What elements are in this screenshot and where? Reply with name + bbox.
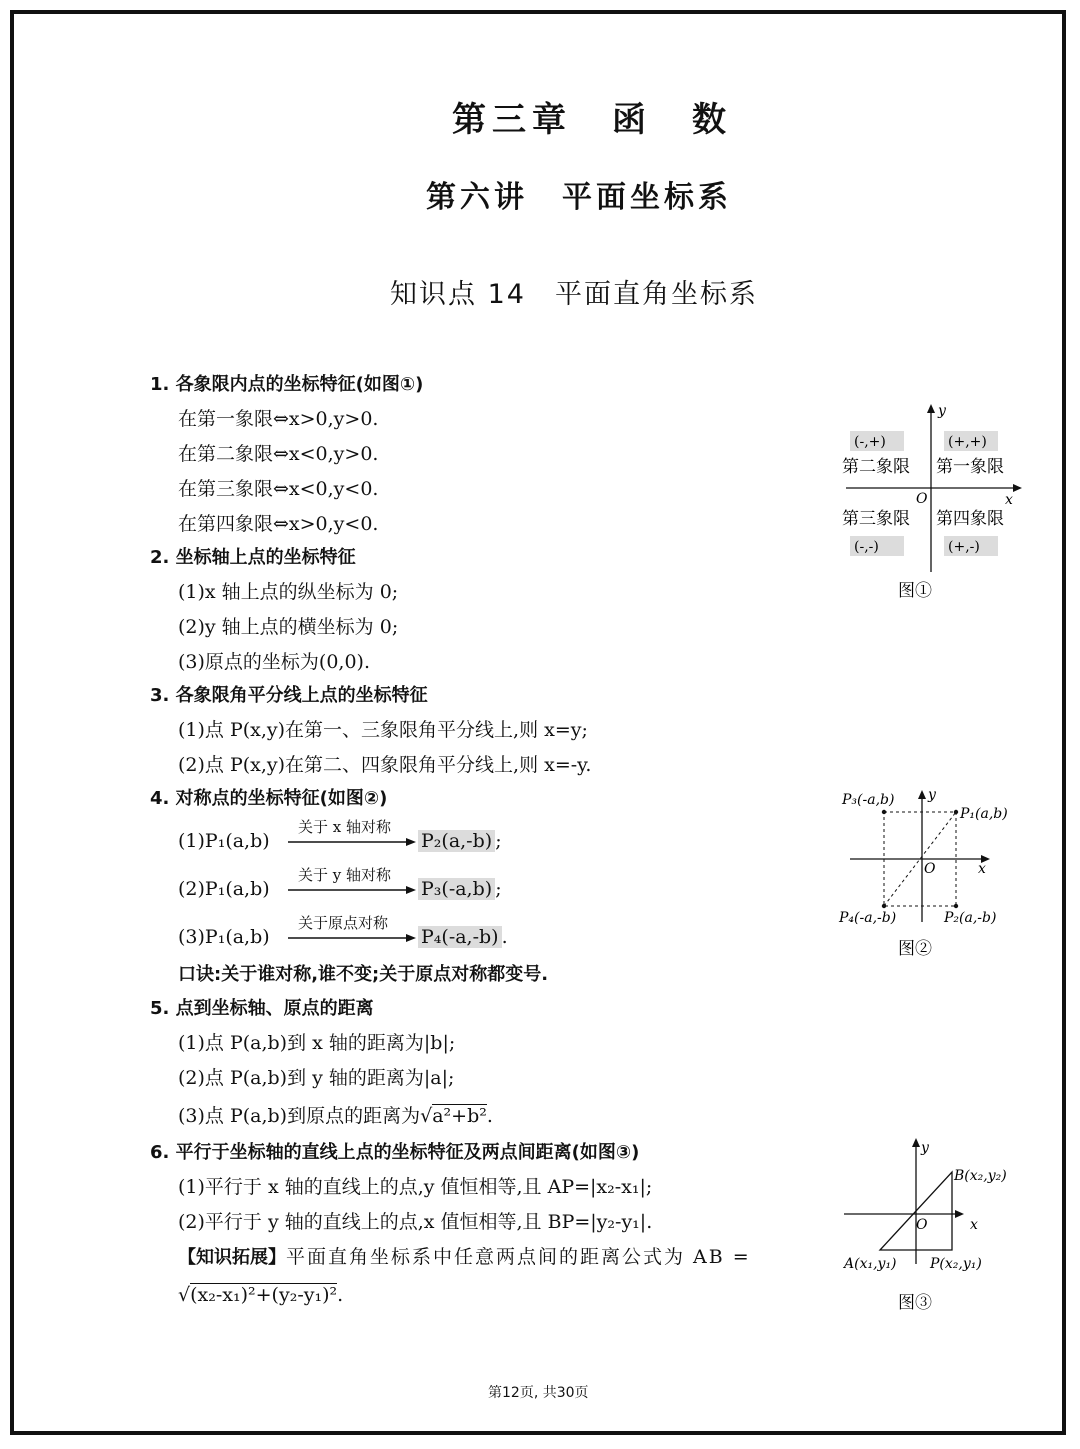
- fig1-caption: 图①: [898, 581, 932, 601]
- sqrt-sign: √: [420, 1105, 433, 1127]
- s6-line: (2)平行于 y 轴的直线上的点,x 值恒相等,且 BP=|y₂-y₁|.: [178, 1211, 653, 1233]
- s5-line: (2)点 P(a,b)到 y 轴的距离为|a|;: [178, 1067, 455, 1089]
- lecture-title: 第六讲 平面坐标系: [426, 180, 732, 215]
- s5-line-3: [178, 1101, 493, 1128]
- s6-line: (1)平行于 x 轴的直线上的点,y 值恒相等,且 AP=|x₂-x₁|;: [178, 1176, 653, 1198]
- sym-row-3-right: [418, 926, 508, 948]
- sym-row-3-label: 关于原点对称: [298, 914, 389, 932]
- fig1-q1-name: 第一象限: [936, 457, 1004, 477]
- s5-line3-prefix: (3)点 P(a,b)到原点的距离为: [178, 1105, 421, 1127]
- sym-row-3-result: P₄(-a,-b): [418, 926, 502, 948]
- section-2-heading: 2. 坐标轴上点的坐标特征: [150, 547, 356, 568]
- fig2-p2: P₂(a,-b): [944, 910, 997, 926]
- sym-row-2-arrow: [288, 884, 416, 896]
- s2-line: (1)x 轴上点的纵坐标为 0;: [178, 581, 399, 603]
- distance-end: .: [337, 1284, 344, 1306]
- fig2-p1: P₁(a,b): [960, 806, 1008, 822]
- chapter-title: 第三章 函 数: [452, 100, 732, 140]
- fig2-p3: P₃(-a,b): [842, 792, 895, 808]
- s2-line: (2)y 轴上点的横坐标为 0;: [178, 616, 399, 638]
- sym-row-1-right: [418, 830, 502, 852]
- sym-row-1-label: 关于 x 轴对称: [298, 818, 391, 836]
- fig3-caption: 图③: [898, 1293, 932, 1313]
- sym-row-2-label: 关于 y 轴对称: [298, 866, 392, 884]
- s1-line: 在第三象限⇔x<0,y<0.: [178, 478, 379, 500]
- sym-row-2-right: [418, 878, 502, 900]
- fig1-q4-name: 第四象限: [936, 509, 1004, 529]
- s3-line: (1)点 P(x,y)在第一、三象限角平分线上,则 x=y;: [178, 719, 588, 741]
- fig1-q2-sign: (-,+): [854, 434, 886, 450]
- sym-row-1-left: (1)P₁(a,b): [178, 830, 270, 852]
- figure-3-distance: [836, 1134, 1036, 1316]
- sym-row-2-end: ;: [495, 878, 502, 900]
- fig3-origin: O: [916, 1217, 928, 1233]
- fig1-y-label: y: [938, 403, 946, 419]
- mnemonic: 口诀:关于谁对称,谁不变;关于原点对称都变号.: [178, 964, 549, 985]
- sym-row-3-arrow: [288, 932, 416, 944]
- s5-radicand: a²+b²: [432, 1105, 487, 1127]
- s3-line: (2)点 P(x,y)在第二、四象限角平分线上,则 x=-y.: [178, 754, 592, 776]
- knowledge-extension-text: 平面直角坐标系中任意两点间的距离公式为 AB =: [286, 1246, 751, 1268]
- page-footer: 第12页, 共30页: [488, 1385, 589, 1401]
- fig2-caption: 图②: [898, 939, 932, 959]
- figure-1-quadrants: [836, 400, 1032, 610]
- sym-row-1-arrow: [288, 836, 416, 848]
- s2-line: (3)原点的坐标为(0,0).: [178, 651, 370, 673]
- knowledge-extension-label: 【知识拓展】: [178, 1247, 286, 1268]
- sym-row-3-left: (3)P₁(a,b): [178, 926, 270, 948]
- sym-row-1-result: P₂(a,-b): [418, 830, 495, 852]
- fig3-a: A(x₁,y₁): [844, 1256, 897, 1272]
- section-4-heading: 4. 对称点的坐标特征(如图②): [150, 788, 388, 809]
- s1-line: 在第一象限⇔x>0,y>0.: [178, 408, 379, 430]
- sym-row-2-left: (2)P₁(a,b): [178, 878, 270, 900]
- knowledge-point-title: 知识点 14 平面直角坐标系: [390, 279, 758, 310]
- fig3-b: B(x₂,y₂): [954, 1168, 1007, 1184]
- fig1-q2-name: 第二象限: [842, 457, 910, 477]
- fig3-p: P(x₂,y₁): [930, 1256, 982, 1272]
- section-3-heading: 3. 各象限角平分线上点的坐标特征: [150, 685, 428, 706]
- fig1-origin: O: [916, 491, 928, 507]
- knowledge-extension: [178, 1242, 751, 1269]
- sym-row-3-end: .: [501, 926, 508, 948]
- section-5-heading: 5. 点到坐标轴、原点的距离: [150, 998, 374, 1019]
- section-1-heading: 1. 各象限内点的坐标特征(如图①): [150, 374, 424, 395]
- section-6-heading: 6. 平行于坐标轴的直线上点的坐标特征及两点间距离(如图③): [150, 1142, 640, 1163]
- fig2-x-label: x: [978, 861, 986, 877]
- distance-formula: [178, 1284, 343, 1306]
- figure-2-symmetry: [836, 784, 1036, 964]
- s1-line: 在第四象限⇔x>0,y<0.: [178, 513, 379, 535]
- fig2-y-label: y: [928, 787, 936, 803]
- fig1-x-label: x: [1005, 492, 1013, 508]
- sqrt-sign: √: [178, 1284, 191, 1306]
- fig2-origin: O: [924, 861, 936, 877]
- sym-row-1-end: ;: [495, 830, 502, 852]
- fig2-p4: P₄(-a,-b): [839, 910, 897, 926]
- s5-line: (1)点 P(a,b)到 x 轴的距离为|b|;: [178, 1032, 456, 1054]
- fig1-q1-sign: (+,+): [948, 434, 987, 450]
- fig1-q4-sign: (+,-): [948, 539, 980, 555]
- fig1-q3-sign: (-,-): [854, 539, 879, 555]
- fig3-y-label: y: [921, 1140, 929, 1156]
- fig3-x-label: x: [970, 1217, 978, 1233]
- s1-line: 在第二象限⇔x<0,y>0.: [178, 443, 379, 465]
- s5-line3-end: .: [486, 1105, 493, 1127]
- sym-row-2-result: P₃(-a,b): [418, 878, 495, 900]
- distance-radicand: (x₂-x₁)²+(y₂-y₁)²: [190, 1284, 338, 1306]
- fig1-q3-name: 第三象限: [842, 509, 910, 529]
